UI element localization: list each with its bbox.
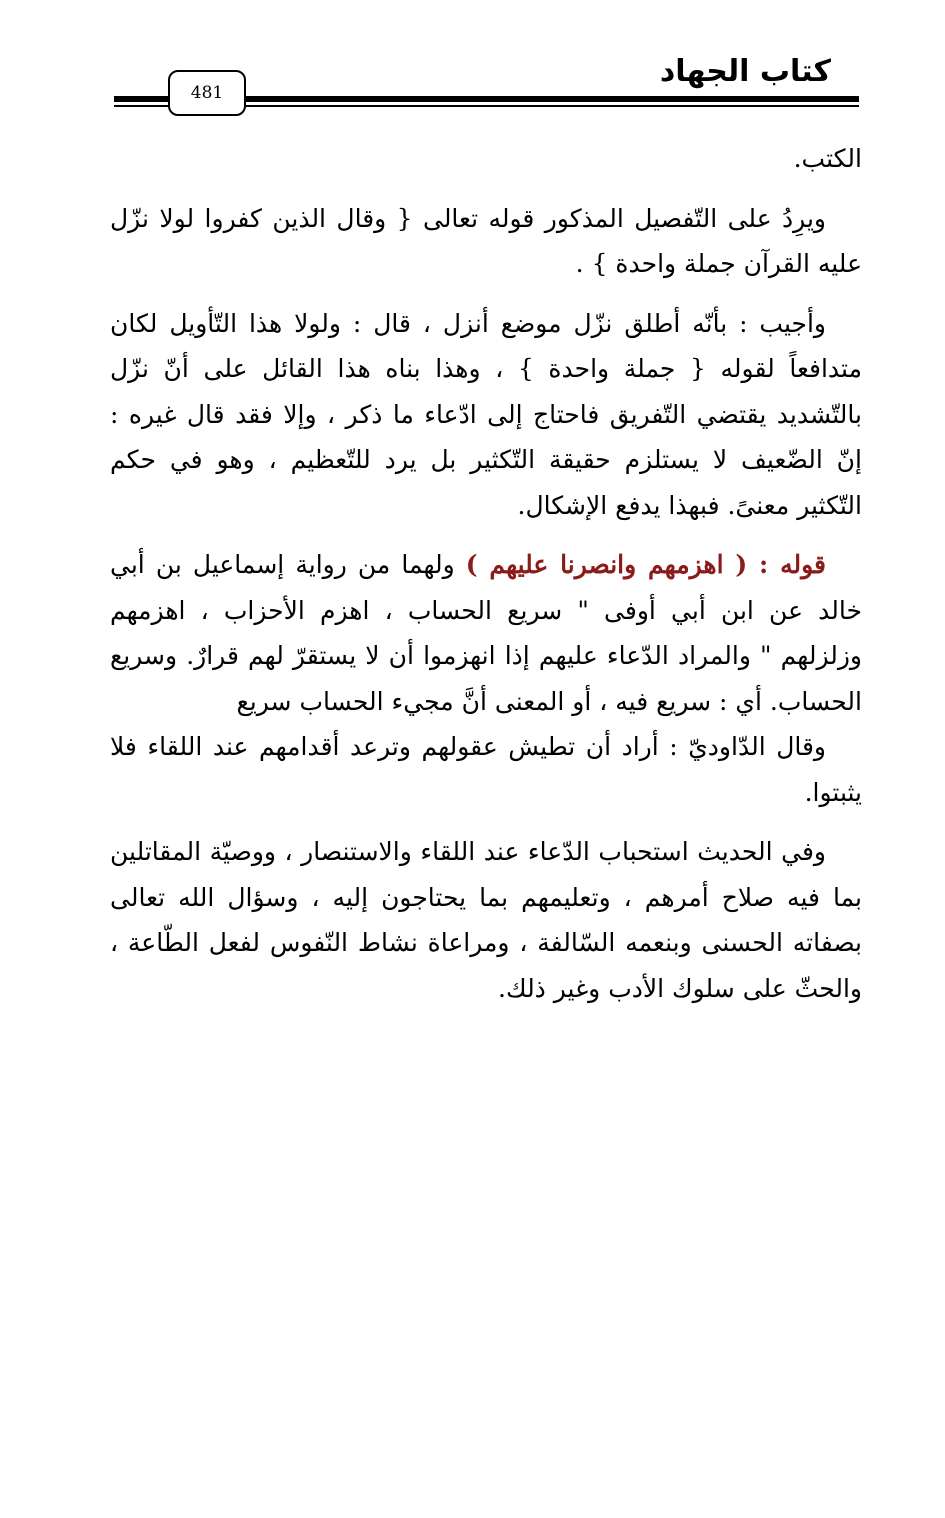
paragraph-4-text: ولهما من رواية إسماعيل بن أبي خالد عن ابن أبي أوفى " سريع الحساب ، اهزم الأحزاب ، اهزمهم وزلزلهم " والمراد الدّعاء عليهم إذا انهزموا أن لا يستقرّ لهم قرارٌ. وسريع الحساب. أي : سريع فيه ، أو المعنى أنَّ مجيء الحساب سريع: [110, 550, 862, 716]
paragraph-5: وقال الدّاوديّ : أراد أن تطيش عقولهم وترعد أقدامهم عند اللقاء فلا يثبتوا.: [110, 732, 862, 807]
paragraph-6: وفي الحديث استحباب الدّعاء عند اللقاء والاستنصار ، ووصيّة المقاتلين بما فيه صلاح أمرهم ، وتعليمهم بما يحتاجون إليه ، وسؤال الله تعالى بصفاته الحسنى وبنعمه السّالفة ، ومراعاة نشاط النّفوس لفعل الطّاعة ، والحثّ على سلوك الأدب وغير ذلك.: [110, 837, 862, 1003]
page-header: [0, 0, 945, 130]
paragraph-4: [110, 542, 862, 724]
page-number: 481: [168, 70, 246, 116]
paragraph-1: الكتب.: [793, 144, 862, 173]
paragraph-3: وأجيب : بأنّه أطلق نزّل موضع أنزل ، قال : ولولا هذا التّأويل لكان متدافعاً لقوله { جملة واحدة } ، وهذا بناه هذا القائل على أنّ نزّل بالتّشديد يقتضي التّفريق فاحتاج إلى ادّعاء ما ذكر ، وإلا فقد قال غيره : إنّ الضّعيف لا يستلزم حقيقة التّكثير بل يرد للتّعظيم ، وهو في حكم التّكثير معنىً. فبهذا يدفع الإشكال.: [110, 308, 862, 520]
paragraph-2: ويرِدُ على التّفصيل المذكور قوله تعالى { وقال الذين كفروا لولا نزّل عليه القرآن جملة واحدة } .: [110, 203, 862, 278]
quoted-phrase: قوله : ( اهزمهم وانصرنا عليهم ): [465, 550, 826, 579]
page-body: [110, 136, 862, 1011]
book-title: كتاب الجهاد: [659, 54, 831, 89]
